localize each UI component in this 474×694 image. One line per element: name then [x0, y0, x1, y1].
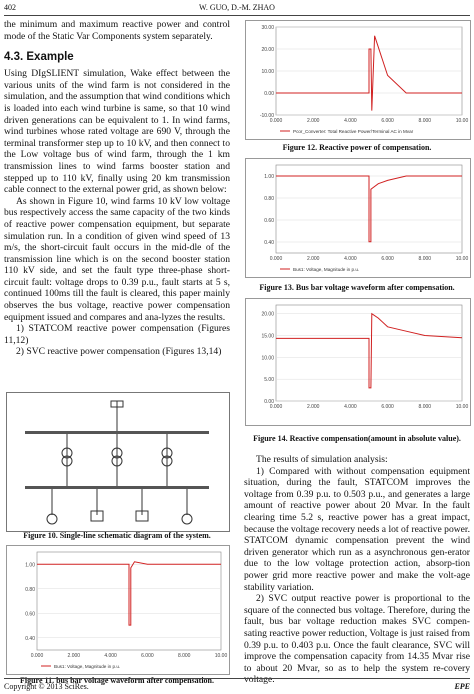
list-item-1: 1) STATCOM reactive power compensation (Figures 11,12) [4, 323, 230, 346]
figure-12-caption: Figure 12. Reactive power of compensation. [282, 143, 432, 152]
x-tick-label: 6.000 [141, 653, 154, 659]
y-tick-label: 10.00 [261, 355, 274, 362]
page-number: 402 [4, 3, 16, 12]
legend-label: Pcor_Converter: Total Reactive Power/Terminal AC in Mvar [293, 129, 414, 134]
figure-10-caption: Figure 10. Single-line schematic diagram of the system. [23, 531, 211, 540]
copyright: Copyright © 2013 SciRes. [4, 682, 89, 691]
x-tick-label: 8.000 [418, 404, 432, 410]
x-tick-label: 8.000 [418, 118, 432, 124]
y-tick-label: 0.60 [25, 611, 35, 618]
y-tick-label: 30.00 [261, 25, 274, 31]
figure-10-diagram [6, 392, 230, 532]
analysis-point-2: 2) SVC output reactive power is proportional to the square of the connected bus voltage. Therefore, during the fault, bus bar voltage reduction makes SVC compen-sating reactive power reduction, Voltage is just raised from 0.39 p.u. to 0.403 p.u. Once the fault clearance, SVC will improve the compensation capacity from 14.35 Mvar rise to about 20 Mvar, so as to help the system re-covery voltage. [244, 593, 470, 686]
figure-14-svg [246, 299, 470, 425]
figure-13-svg [246, 159, 470, 277]
y-tick-label: 0.40 [264, 240, 274, 246]
y-tick-label: 1.00 [25, 562, 35, 569]
y-tick-label: 15.00 [261, 333, 274, 340]
figure-12-svg [246, 21, 470, 139]
x-tick-label: 10.00 [214, 653, 228, 659]
x-tick-label: 4.000 [344, 404, 357, 410]
figure-13-chart [245, 158, 471, 278]
y-tick-label: -10.00 [259, 113, 274, 119]
x-tick-label: 0.000 [30, 653, 44, 659]
x-tick-label: 10.00 [455, 118, 469, 124]
y-tick-label: 20.00 [261, 47, 274, 53]
y-tick-label: 0.00 [264, 399, 274, 405]
figure-11-svg [7, 546, 229, 674]
x-tick-label: 10.00 [455, 256, 469, 262]
figure-11-chart [6, 545, 230, 675]
x-tick-label: 4.000 [344, 118, 357, 124]
figure-14-chart [245, 298, 471, 426]
y-tick-label: 0.00 [264, 91, 274, 97]
y-tick-label: 20.00 [261, 311, 274, 318]
figure-14-caption: Figure 14. Reactive compensation(amount in absolute value). [253, 434, 461, 443]
y-tick-label: 0.80 [25, 586, 35, 593]
x-tick-label: 2.000 [67, 653, 81, 659]
single-line-diagram [7, 393, 229, 531]
paragraph-1: Using DIgSLIENT simulation, Wake effect between the various units of the wind farm is not considered in the simulation, and the assumption that wind conditions which is loaded into each wind turbine is same, so that 10 wind driven generations can be equivalent to 1. In wind farms, wind turbines whose rated voltage are 690 V, through the terminal transformer step up to 10 kV, and then connect to the Low voltage bus of wind farm, through the 1 km transmission lines to wind farms booster station and stepped up to 110 kV, finally using 20 km transmission cable connect to the external power grid, as shown below: [4, 68, 230, 196]
right-column-text [244, 454, 470, 686]
x-tick-label: 8.000 [418, 256, 432, 262]
x-tick-label: 0.000 [269, 404, 283, 410]
figure-11-caption: Figure 11. bus bar voltage waveform after compensation. [20, 676, 214, 685]
y-tick-label: 1.00 [264, 174, 274, 180]
left-column-text [4, 19, 230, 358]
paragraph-2: As shown in Figure 10, wind farms 10 kV low voltage bus respectively access the same capacity of the two kinds of reactive power compensation equipment, but separate simulation run. In a condition of given wind speed of 13 m/s, the short-circuit fault occurs in the mid-dle of the transmission line which is on the second booster station 110 kV side, and set the fault type three-phase short-circuit fault: voltage drops to 0.39 p.u., fault starts at 5 s, continued 100ms till the fault is cleared, this paper mainly observes the bus voltage, reactive power compensation equipment issued and compares and ana-lyzes the results. [4, 195, 230, 323]
y-tick-label: 0.80 [264, 196, 274, 202]
x-tick-label: 2.000 [306, 118, 320, 124]
x-tick-label: 4.000 [104, 653, 117, 659]
legend-label: Bus1: Voltage, Magnitude in p.u. [54, 664, 121, 669]
x-tick-label: 6.000 [381, 404, 394, 410]
y-tick-label: 0.60 [264, 218, 274, 224]
footer-rule [4, 678, 470, 679]
x-tick-label: 0.000 [269, 256, 283, 262]
list-item-2: 2) SVC reactive power compensation (Figures 13,14) [16, 346, 222, 358]
figure-13-caption: Figure 13. Bus bar voltage waveform after compensation. [259, 283, 455, 292]
x-tick-label: 6.000 [381, 256, 394, 262]
legend-label: Bus1: Voltage, Magnitude in p.u. [293, 267, 360, 272]
x-tick-label: 4.000 [344, 256, 357, 262]
x-tick-label: 0.000 [269, 118, 283, 124]
journal-name: EPE [454, 682, 470, 691]
x-tick-label: 10.00 [455, 404, 469, 410]
figure-12-chart [245, 20, 471, 140]
x-tick-label: 2.000 [306, 256, 320, 262]
intro-paragraph: the minimum and maximum reactive power and control mode of the Static Var Components system separately. [4, 19, 230, 42]
x-tick-label: 8.000 [177, 653, 191, 659]
x-tick-label: 6.000 [381, 118, 394, 124]
y-tick-label: 0.40 [25, 635, 35, 642]
y-tick-label: 10.00 [261, 69, 274, 75]
analysis-point-1: 1) Compared with without compensation equipment situation, during the fault, STATCOM improves the voltage from 0.39 p.u. to 0.503 p.u., and generates a large amount of reactive power about 20 Mvar. In the fault clearing time 5.2 s, reactive power has a great impact, because the voltage recovery needs a lot of reactive power. STATCOM dynamic compensation prevent the wind driven generator which run as a asynchronous gen-erator due to the low voltage protection action, absorp-tion power grid more reactive power and make the volt-age stability variation. [244, 465, 470, 593]
y-tick-label: 5.00 [264, 377, 274, 384]
running-header: W. GUO, D.-M. ZHAO [199, 3, 275, 12]
section-heading: 4.3. Example [4, 51, 74, 64]
x-tick-label: 2.000 [306, 404, 320, 410]
analysis-intro: The results of simulation analysis: [256, 454, 388, 465]
header-rule [4, 15, 470, 16]
